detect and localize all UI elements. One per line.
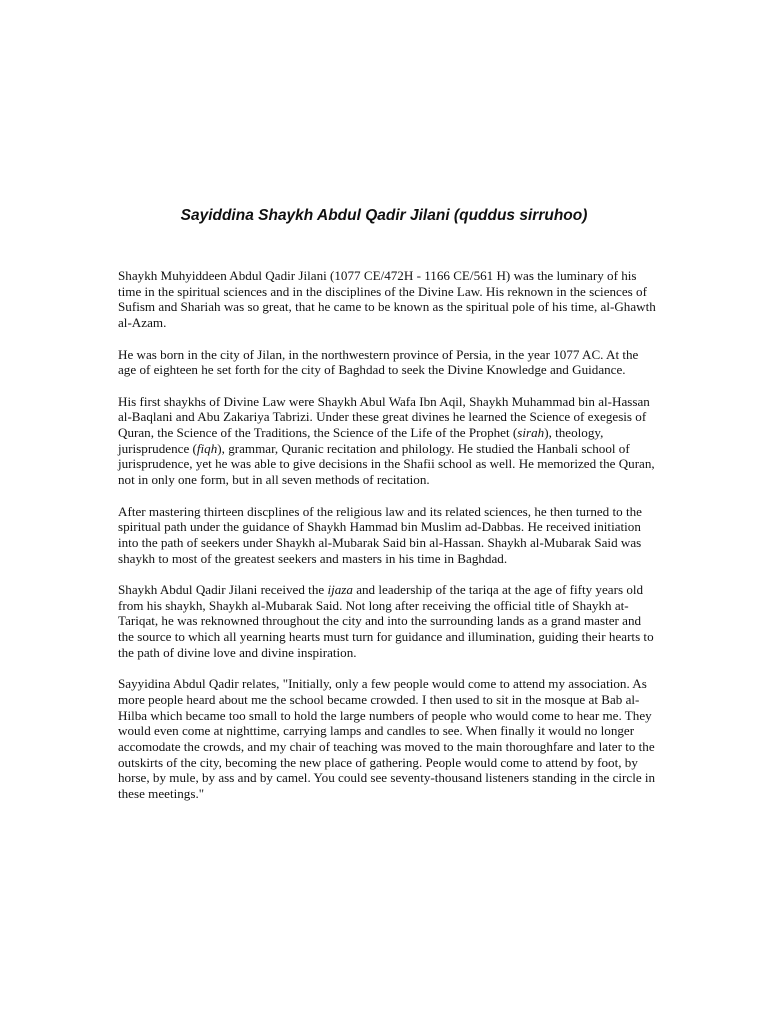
italic-term: ijaza bbox=[327, 582, 353, 597]
paragraph-4: After mastering thirteen discplines of the religious law and its related sciences, he then turned to the spiritual path under the guidance of Shaykh Hammad bin Muslim ad-Dabbas. He received initiation into the path of seekers under Shaykh al-Mubarak Said bin al-Hassan. Shaykh al-Mubarak Said was shaykh to most of the greatest seekers and masters in his time in Baghdad. bbox=[118, 503, 642, 566]
paragraph-1: Shaykh Muhyiddeen Abdul Qadir Jilani (1077 CE/472H - 1166 CE/561 H) was the luminary of his time in the spiritual sciences and in the disciplines of the Divine Law. His reknown in the sciences of Sufism and Shariah was so great, that he came to be known as the spiritual pole of his time, al-Ghawth al-Azam. bbox=[118, 268, 656, 331]
italic-term: sirah bbox=[517, 425, 545, 440]
paragraph-3: His first shaykhs of Divine Law were Shaykh Abul Wafa Ibn Aqil, Shaykh Muhammad bin al-Hassan al-Baqlani and Abu Zakariya Tabrizi. Under these great divines he learned the Science of exegesis of Quran, the Science of the Traditions, the Science of the Life of the Prophet (sirah), theology, jurisprudence (fiqh), grammar, Quranic recitation and philology. He studied the Hanbali school of jurisprudence, yet he was able to give decisions in the Shafii school as well. He memorized the Quran, not in only one form, but in all seven methods of recitation. bbox=[118, 393, 655, 488]
italic-term: fiqh bbox=[196, 440, 218, 456]
document-body bbox=[118, 268, 658, 818]
paragraph-6: Sayyidina Abdul Qadir relates, "Initially, only a few people would come to attend my association. As more people heard about me the school became crowded. I then used to sit in the mosque at Bab al-Hilba which became too small to hold the large numbers of people who would come to hear me. They would even come at nighttime, carrying lamps and candles to see. When finally it would no longer accomodate the crowds, and my chair of teaching was moved to the main thoroughfare and later to the outskirts of the city, becoming the new place of gathering. People would come to attend by foot, by horse, by mule, by ass and by camel. You could see seventy-thousand listeners standing in the circle in these meetings." bbox=[118, 676, 656, 802]
document-title: Sayiddina Shaykh Abdul Qadir Jilani (quddus sirruhoo) bbox=[180, 207, 588, 224]
paragraph-2: He was born in the city of Jilan, in the northwestern province of Persia, in the year 1077 AC. At the age of eighteen he set forth for the city of Baghdad to seek the Divine Knowledge and Guidance. bbox=[118, 346, 639, 378]
paragraph-5: Shaykh Abdul Qadir Jilani received the ijaza and leadership of the tariqa at the age of fifty years old from his shaykh, Shaykh al-Mubarak Said. Not long after receiving the official title of Shaykh at-Tariqat, he was reknowned throughout the city and into the surrounding lands as a grand master and the source to which all yearning hearts must turn for guidance and illumination, guiding their hearts to the path of divine love and divine inspiration. bbox=[118, 582, 654, 660]
